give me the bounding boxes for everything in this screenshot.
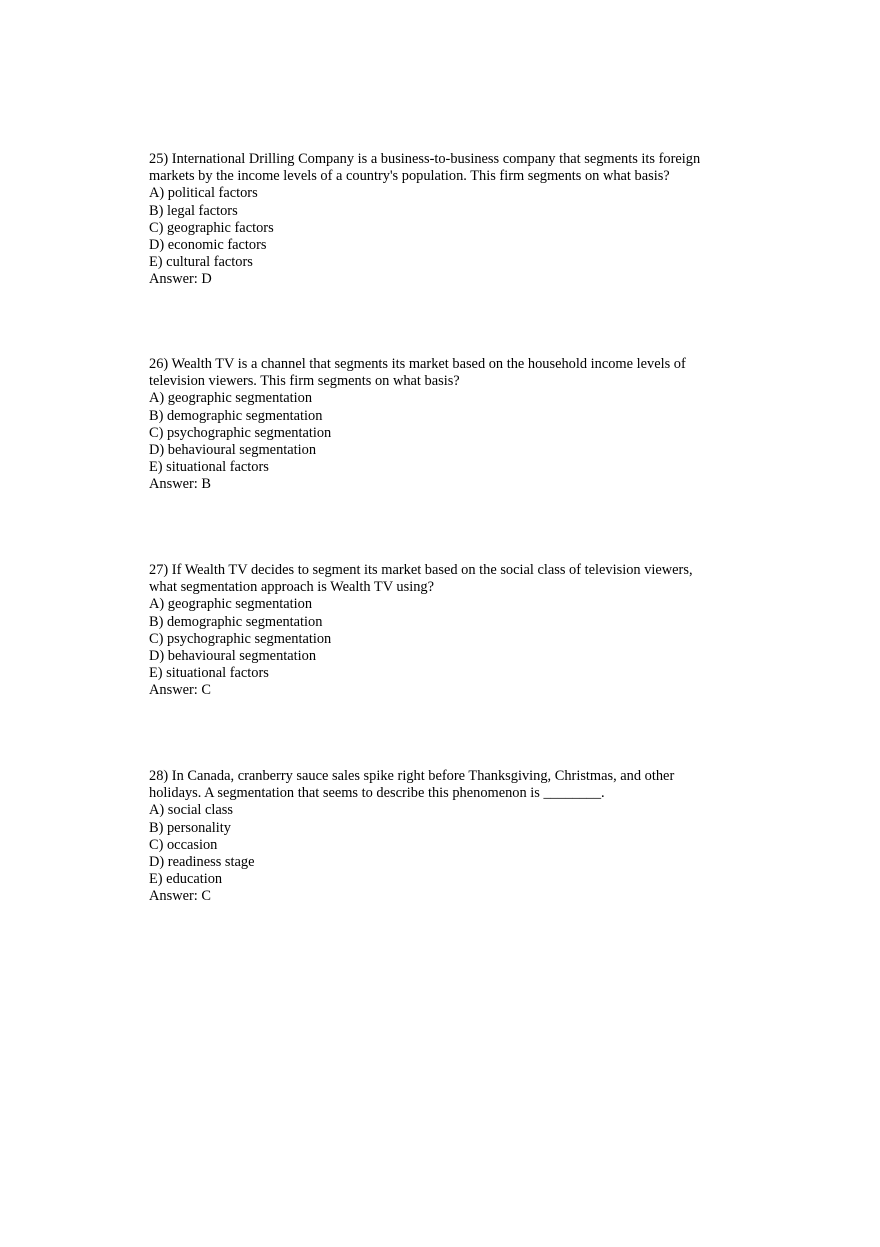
answer-option-d: D) economic factors (149, 237, 267, 254)
answer-option-e: E) cultural factors (149, 254, 253, 271)
answer-option-d: D) readiness stage (149, 854, 255, 871)
question-25 (149, 151, 749, 289)
question-stem-line: holidays. A segmentation that seems to describe this phenomenon is ________. (149, 785, 605, 802)
question-stem-line: 27) If Wealth TV decides to segment its market based on the social class of television viewers, (149, 562, 693, 578)
answer-option-c: C) psychographic segmentation (149, 424, 332, 441)
question-stem-line: 28) In Canada, cranberry sauce sales spike right before Thanksgiving, Christmas, and other (149, 768, 675, 784)
answer-option-b: B) personality (149, 819, 231, 836)
answer-option-a: A) geographic segmentation (149, 596, 313, 613)
answer-option-d: D) behavioural segmentation (149, 442, 317, 459)
answer-option-a: A) geographic segmentation (149, 390, 313, 407)
answer-option-b: B) demographic segmentation (149, 613, 323, 630)
answer-option-a: A) social class (149, 802, 233, 819)
answer-option-d: D) behavioural segmentation (149, 648, 317, 665)
answer-option-c: C) occasion (149, 836, 218, 853)
question-stem-line: 26) Wealth TV is a channel that segments its market based on the household income levels of (149, 356, 686, 372)
answer-option-e: E) situational factors (149, 459, 269, 476)
answer-option-e: E) education (149, 871, 223, 888)
answer-option-c: C) psychographic segmentation (149, 630, 332, 647)
question-stem-line: 25) International Drilling Company is a business-to-business company that segments its foreign (149, 151, 701, 167)
answer-key: Answer: C (149, 682, 211, 699)
answer-key: Answer: D (149, 271, 212, 288)
answer-option-a: A) political factors (149, 185, 258, 202)
question-stem-line: television viewers. This firm segments on what basis? (149, 373, 460, 390)
question-27 (149, 562, 749, 700)
question-26 (149, 356, 749, 494)
question-stem-line: markets by the income levels of a country's population. This firm segments on what basis? (149, 168, 670, 185)
answer-option-e: E) situational factors (149, 665, 269, 682)
answer-key: Answer: B (149, 476, 211, 493)
answer-option-b: B) legal factors (149, 202, 238, 219)
question-stem-line: what segmentation approach is Wealth TV using? (149, 579, 434, 596)
answer-option-b: B) demographic segmentation (149, 407, 323, 424)
answer-option-c: C) geographic factors (149, 219, 274, 236)
question-28 (149, 768, 749, 906)
answer-key: Answer: C (149, 888, 211, 905)
